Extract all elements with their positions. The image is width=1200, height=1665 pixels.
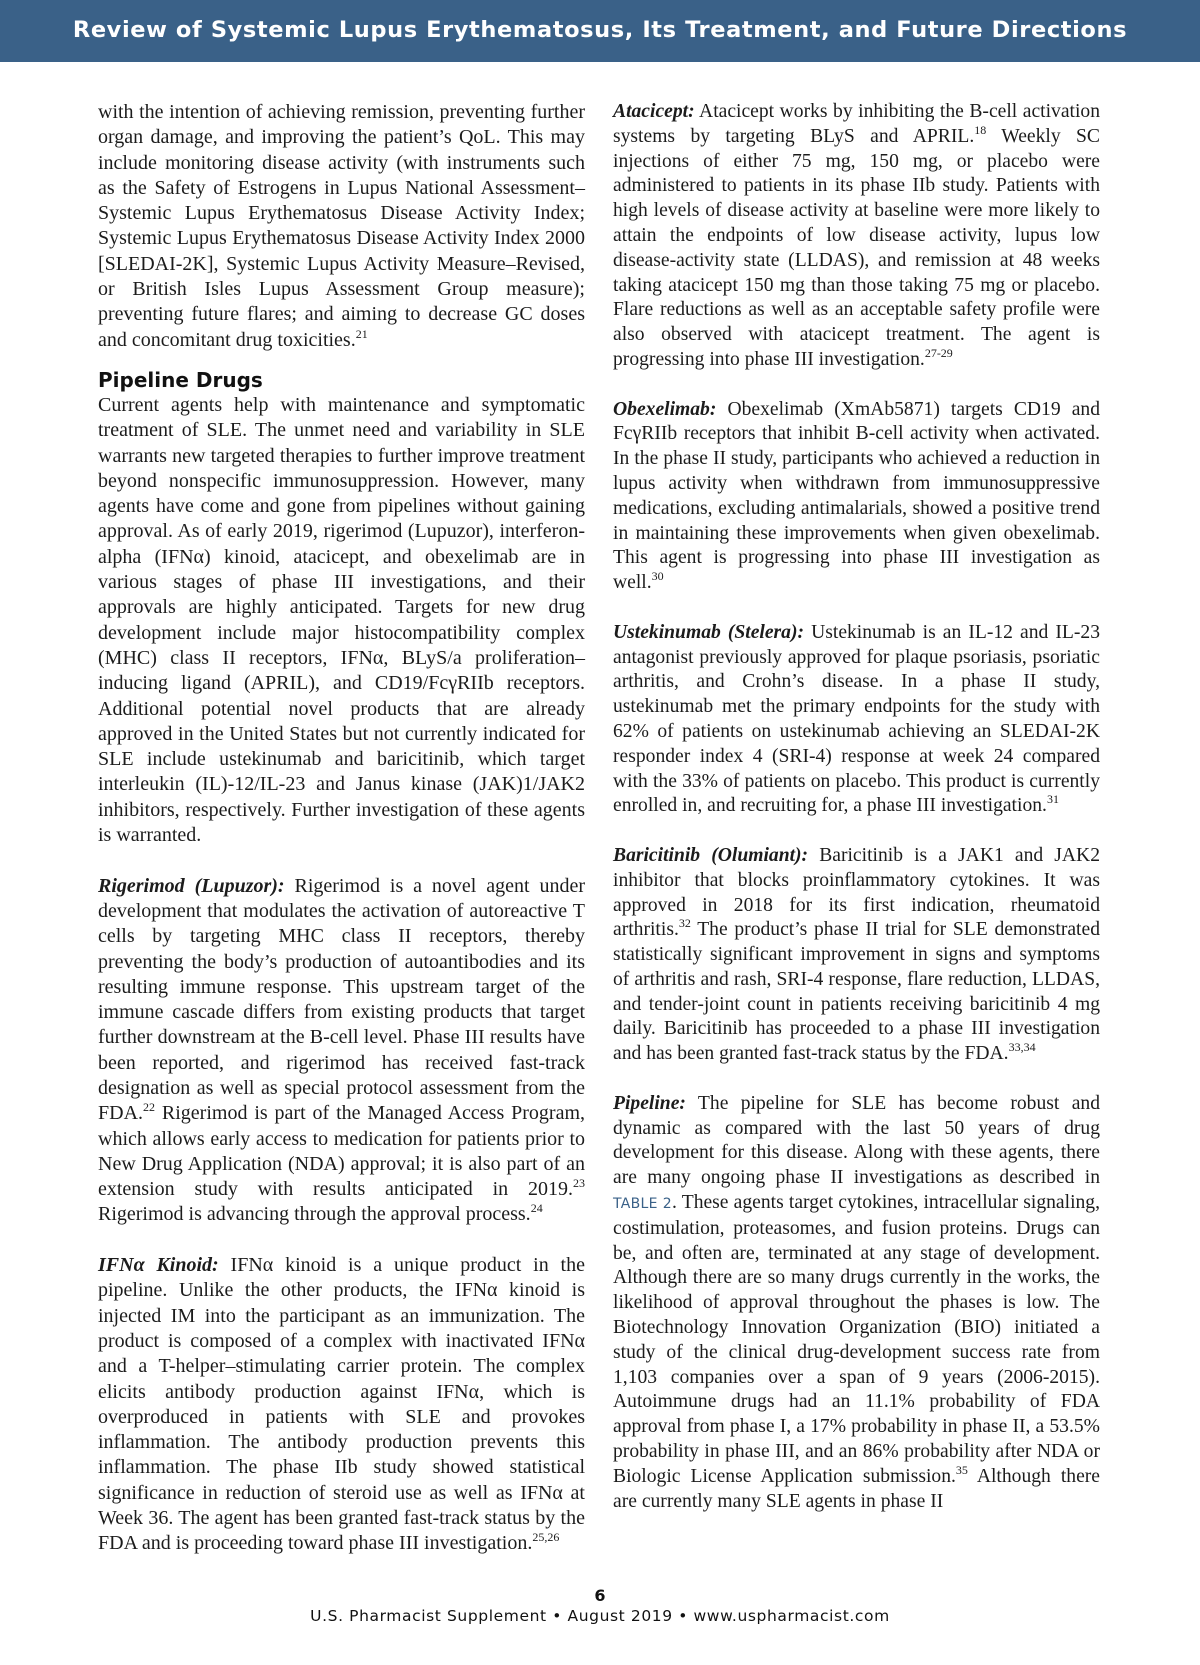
citation: 32 [678, 916, 691, 931]
citation: 31 [1046, 792, 1059, 807]
section-heading: Pipeline Drugs [98, 367, 263, 392]
footer-publication: U.S. Pharmacist Supplement • August 2019 • www.uspharmacist.com [310, 1607, 890, 1625]
kinoid-paragraph: IFNα Kinoid: IFNα kinoid is a unique product in the pipeline. Unlike the other products, the IFNα kinoid is injected IM into the participant as an immunization. The product is composed of a complex with inactivated IFNα and a T-helper–stimulating carrier protein. The complex elicits antibody production against IFNα, which is overproduced in patients with SLE and provokes inflammation. The antibody production prevents this inflammation. The phase IIb study showed statistical significance in reduction of steroid use as well as IFNα at Week 36. The agent has been granted fast-track status by the FDA and is proceeding toward phase III investigation.$^{25,26}$ [98, 1254, 585, 1555]
citation: 25,26 [532, 1530, 560, 1545]
drug-lead-atacicept: Atacicept: [613, 101, 695, 122]
citation: 21 [355, 326, 368, 341]
right-column [613, 100, 1100, 1514]
drug-lead-baricitinib: Baricitinib (Olumiant): [613, 844, 809, 866]
ustekinumab-paragraph: Ustekinumab (Stelera): Ustekinumab is an IL-12 and IL-23 antagonist previously approved for plaque psoriasis, psoriatic arthritis, and Crohn’s disease. In a phase II study, ustekinumab met the primary endpoints for the study with 62% of patients on ustekinumab achieving an SLEDAI-2K responder index 4 (SRI-4) response at week 24 compared with the 33% of patients on placebo. This product is currently enrolled in, and recruiting for, a phase III investigation.$^{31}$ [613, 621, 1101, 817]
drug-lead-pipeline: Pipeline: [613, 1092, 686, 1114]
pipeline-intro-paragraph: Current agents help with maintenance and symptomatic treatment of SLE. The unmet need and variability in SLE warrants new targeted therapies to further improve treatment beyond nonspecific immunosuppression. However, many agents have come and gone from pipelines without gaining approval. As of early 2019, rigerimod (Lupuzor), interferon-alpha (IFNα) kinoid, atacicept, and obexelimab are in various stages of phase III investigations, and their approvals are highly anticipated. Targets for new drug development include major histocompatibility complex (MHC) class II receptors, IFNα, BLyS/a proliferation–inducing ligand (APRIL), and CD19/FcγRIIb receptors. Additional potential novel products that are already approved in the United States but not currently indicated for SLE include ustekinumab and baricitinib, which target interleukin (IL)-12/IL-23 and Janus kinase (JAK)1/JAK2 inhibitors, respectively. Further investigation of these agents is warranted. [98, 393, 585, 847]
obexelimab-paragraph: Obexelimab: Obexelimab (XmAb5871) targets CD19 and FcγRIIb receptors that inhibit B-cell activity when activated. In the phase II study, participants who achieved a reduction in lupus activity when withdrawn from immunosuppressive medications, excluding antimalarials, showed a positive trend in maintaining these improvements when given obexelimab. This agent is progressing into phase III investigation as well.$^{30}$ [613, 398, 1100, 594]
rigerimod-paragraph: Rigerimod (Lupuzor): Rigerimod is a novel agent under development that modulates the activation of autoreactive T cells by targeting MHC class II receptors, thereby preventing the body’s production of autoantibodies and its resulting immune response. This upstream target of the immune cascade differs from existing products that target further downstream at the B-cell level. Phase III results have been reported, and rigerimod has received fast-track designation as well as special protocol assessment from the FDA.$^{22}$ Rigerimod is part of the Managed Access Program, which allows early access to medication for patients prior to New Drug Application (NDA) approval; it is also part of an extension study with results anticipated in 2019.23 Rigerimod is advancing through the approval process.$^{24}$ [98, 874, 585, 1226]
citation: 24 [530, 1201, 543, 1216]
baricitinib-paragraph: Baricitinib (Olumiant): Baricitinib is a JAK1 and JAK2 inhibitor that blocks proinflammatory cytokines. It was approved in 2018 for its first indication, rheumatoid arthritis.$^{32}$ The product’s phase II trial for SLE demonstrated statistically significant improvement in signs and symptoms of arthritis and rash, SRI-4 response, flare reduction, LLDAS, and tender-joint count in patients receiving baricitinib 4 mg daily. Baricitinib has proceeded to a phase III investigation and has been granted fast-track status by the FDA.$^{33,34}$ [613, 844, 1100, 1065]
drug-lead-obexelimab: Obexelimab: [613, 398, 717, 420]
citation: 22 [143, 1100, 156, 1115]
drug-lead-kinoid: IFNα Kinoid: [98, 1254, 219, 1277]
drug-lead-ustekinumab: Ustekinumab (Stelera): [613, 621, 805, 643]
citation: 30 [651, 569, 664, 584]
table-2-link[interactable]: TABLE 2 [613, 1196, 673, 1213]
citation: 23 [573, 1176, 585, 1191]
atacicept-paragraph: Atacicept: Atacicept works by inhibiting the B-cell activation systems by targeting BLyS and APRIL.$^{18}$ Weekly SC injections of either 75 mg, 150 mg, or placebo were administered to patients in its phase IIb study. Patients with high levels of disease activity at baseline were more likely to attain the endpoints of low disease activity, lupus low disease-activity state (LLDAS), and remission at 48 weeks taking atacicept 150 mg than those taking 75 mg or placebo. Flare reductions as well as an acceptable safety profile were also observed with atacicept treatment. The agent is progressing into phase III investigation.$^{27-29}$ [613, 101, 1100, 370]
pipeline-paragraph: Pipeline: The pipeline for SLE has become robust and dynamic as compared with the last 50 years of drug development for this disease. Along with these agents, there are many ongoing phase II investigations as described in TABLE 2. These agents target cytokines, intracellular signaling, costimulation, proteasomes, and fusion proteins. Drugs can be, and often are, terminated at any stage of development. Although there are so many drugs currently in the works, the likelihood of approval throughout the phases is low. The Biotechnology Innovation Organization (BIO) initiated a study of the clinical drug-development success rate from 1,103 companies over a span of 9 years (2006-2015). Autoimmune drugs had an 11.1% probability of FDA approval from phase I, a 17% probability in phase II, a 53.5% probability in phase III, and an 86% probability after NDA or Biologic License Application submission.$^{35}$ Although there are currently many SLE agents in phase II [613, 1092, 1100, 1512]
citation: 33,34 [1008, 1040, 1036, 1055]
page-number: 6 [594, 1586, 606, 1605]
drug-lead-rigerimod: Rigerimod (Lupuzor): [98, 874, 285, 897]
intro-paragraph: with the intention of achieving remission, preventing further organ damage, and improving the patient’s QoL. This may include monitoring disease activity (with instruments such as the Safety of Estrogens in Lupus National Assessment–Systemic Lupus Erythematosus Disease Activity Index; Systemic Lupus Erythematosus Disease Activity Index 2000 [SLEDAI-2K], Systemic Lupus Activity Measure–Revised, or British Isles Lupus Assessment Group measure); preventing future flares; and aiming to decrease GC doses and concomitant drug toxicities.$^{21}$ [98, 101, 585, 351]
citation: 18 [974, 122, 987, 137]
left-column [98, 100, 585, 1557]
citation: 35 [955, 1462, 968, 1477]
citation: 27-29 [924, 345, 953, 360]
running-header: Review of Systemic Lupus Erythematosus, Its Treatment, and Future Directions [0, 0, 1200, 62]
